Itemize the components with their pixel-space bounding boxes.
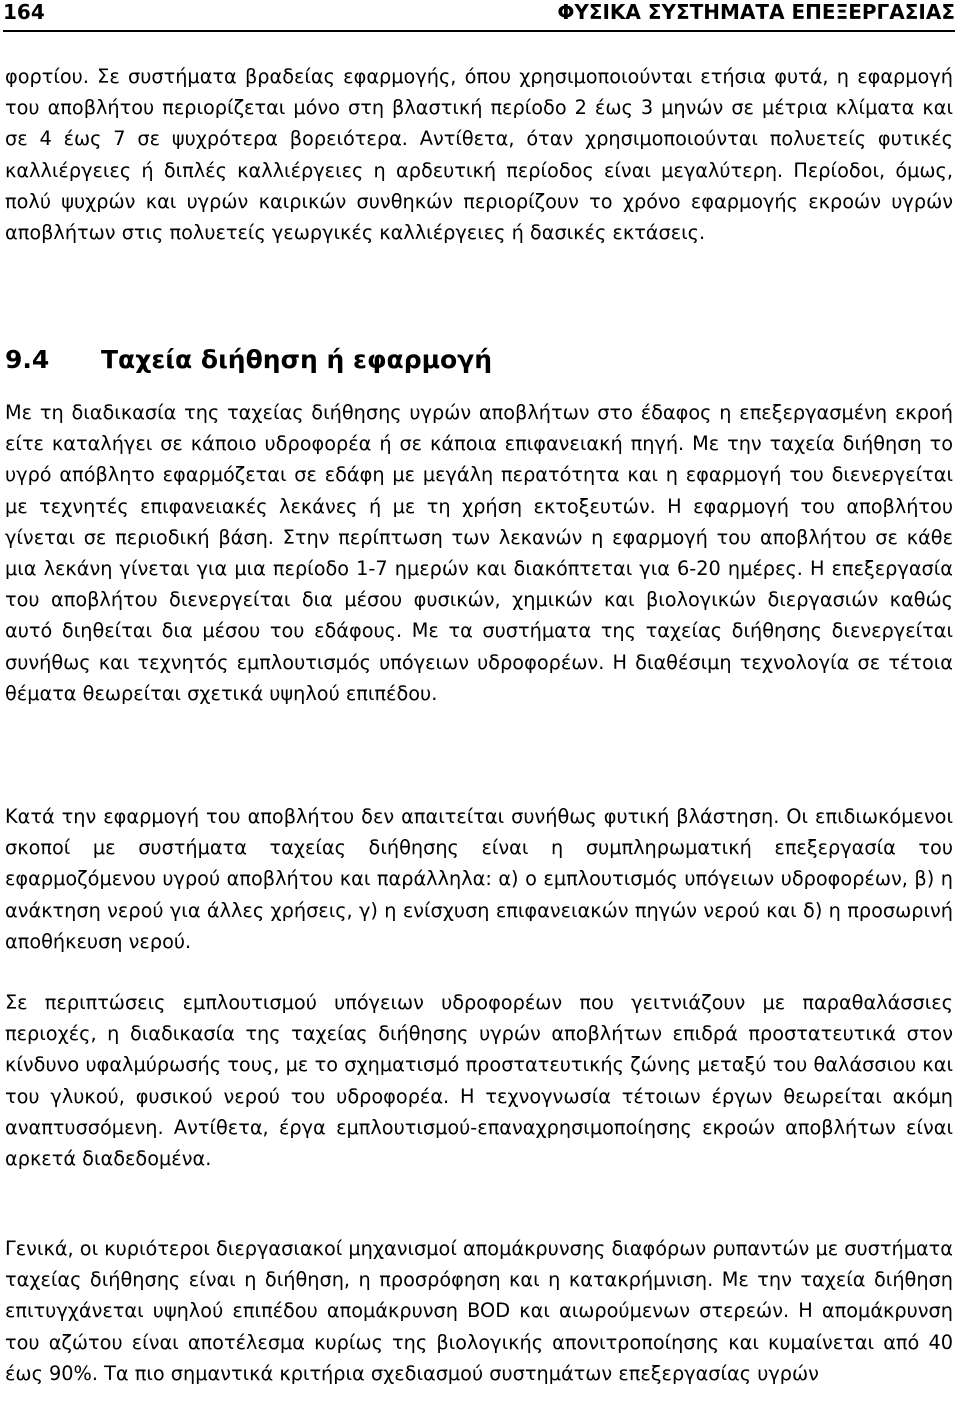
section-title: Ταχεία διήθηση ή εφαρμογή: [101, 345, 492, 374]
page-header: [3, 0, 955, 32]
paragraph-continuation: φορτίου. Σε συστήματα βραδείας εφαρμογής, όπου χρησιμοποιούνται ετήσια φυτά, η εφαρμογή του αποβλήτου περιορίζεται μόνο στη βλαστική περίοδο 2 έως 3 μηνών σε μέτρια κλίματα και σε 4 έως 7 σε ψυχρότερα βορειότερα. Αντίθετα, όταν χρησιμοποιούνται πολυετείς φυτικές καλλιέργειες ή διπλές καλλιέργειες η αρδευτική περίοδος είναι μεγαλύτερη. Περίοδοι, όμως, πολύ ψυχρών και υγρών καιρικών συνθηκών περιορίζουν το χρόνο εφαρμογής εκροών υγρών αποβλήτων στις πολυετείς γεωργικές καλλιέργειες ή δασικές εκτάσεις.: [5, 65, 953, 245]
paragraph-rapid-infiltration: Με τη διαδικασία της ταχείας διήθησης υγρών αποβλήτων στο έδαφος η επεξεργασμένη εκροή είτε καταλήγει σε κάποιο υδροφορέα ή σε κάποια επιφανειακή πηγή. Με την ταχεία διήθηση το υγρό απόβλητο εφαρμόζεται σε εδάφη με μεγάλη περατότητα και η εφαρμογή του διενεργείται με τεχνητές επιφανειακές λεκάνες ή με τη χρήση εκτοξευτών. Η εφαρμογή του αποβλήτου γίνεται σε περιοδική βάση. Στην περίπτωση των λεκανών η εφαρμογή του αποβλήτου σε κάθε μια λεκάνη γίνεται για μια περίοδο 1-7 ημερών και διακόπτεται για 6-20 ημέρες. Η επεξεργασία του αποβλήτου διενεργείται δια μέσου φυσικών, χημικών και βιολογικών διεργασιών καθώς αυτό διηθείται δια μέσου του εδάφους. Με τα συστήματα της ταχείας διήθησης διενεργείται συνήθως και τεχνητός εμπλουτισμός υπόγειων υδροφορέων. Η διαθέσιμη τεχνολογία σε τέτοια θέματα θεωρείται σχετικά υψηλού επιπέδου.: [5, 401, 953, 705]
paragraph-removal-mechanisms: Γενικά, οι κυριότεροι διεργασιακοί μηχανισμοί απομάκρυνσης διαφόρων ρυπαντών με συστήματα ταχείας διήθησης είναι η διήθηση, η προσρόφηση και η κατακρήμνιση. Με την ταχεία διήθηση επιτυγχάνεται υψηλού επιπέδου απομάκρυνση BOD και αιωρούμενων στερεών. Η απομάκρυνση του αζώτου είναι αποτέλεσμα κυρίως της βιολογικής απονιτροποίησης και κυμαίνεται από 40 έως 90%. Τα πιο σημαντικά κριτήρια σχεδιασμού συστημάτων επεξεργασίας υγρών: [5, 1237, 953, 1385]
section-number: 9.4: [5, 345, 50, 374]
paragraph-objectives: Κατά την εφαρμογή του αποβλήτου δεν απαιτείται συνήθως φυτική βλάστηση. Οι επιδιωκόμενοι σκοποί με συστήματα ταχείας διήθησης είναι η συμπληρωματική επεξεργασία του εφαρμοζόμενου υγρού αποβλήτου και παράλληλα: α) ο εμπλουτισμός υπόγειων υδροφορέων, β) η ανάκτηση νερού για άλλες χρήσεις, γ) η ενίσχυση επιφανειακών πηγών νερού και δ) η προσωρινή αποθήκευση νερού.: [5, 805, 953, 953]
running-title: ΦΥΣΙΚΑ ΣΥΣΤΗΜΑΤΑ ΕΠΕΞΕΡΓΑΣΙΑΣ: [557, 0, 955, 24]
section-heading: [5, 342, 492, 378]
page-number: 164: [3, 0, 45, 24]
paragraph-coastal-aquifers: Σε περιπτώσεις εμπλουτισμού υπόγειων υδροφορέων που γειτνιάζουν με παραθαλάσσιες περιοχές, η διαδικασία της ταχείας διήθησης υγρών αποβλήτων επιδρά προστατευτικά στον κίνδυνο υφαλμύρωσής τους, με το σχηματισμό προστατευτικής ζώνης μεταξύ του θαλάσσιου και του γλυκού, φυσικού νερού του υδροφορέα. Η τεχνογνωσία τέτοιων έργων θεωρείται ακόμη αναπτυσσόμενη. Αντίθετα, έργα εμπλουτισμού-επαναχρησιμοποίησης εκροών αποβλήτων είναι αρκετά διαδεδομένα.: [5, 991, 953, 1171]
